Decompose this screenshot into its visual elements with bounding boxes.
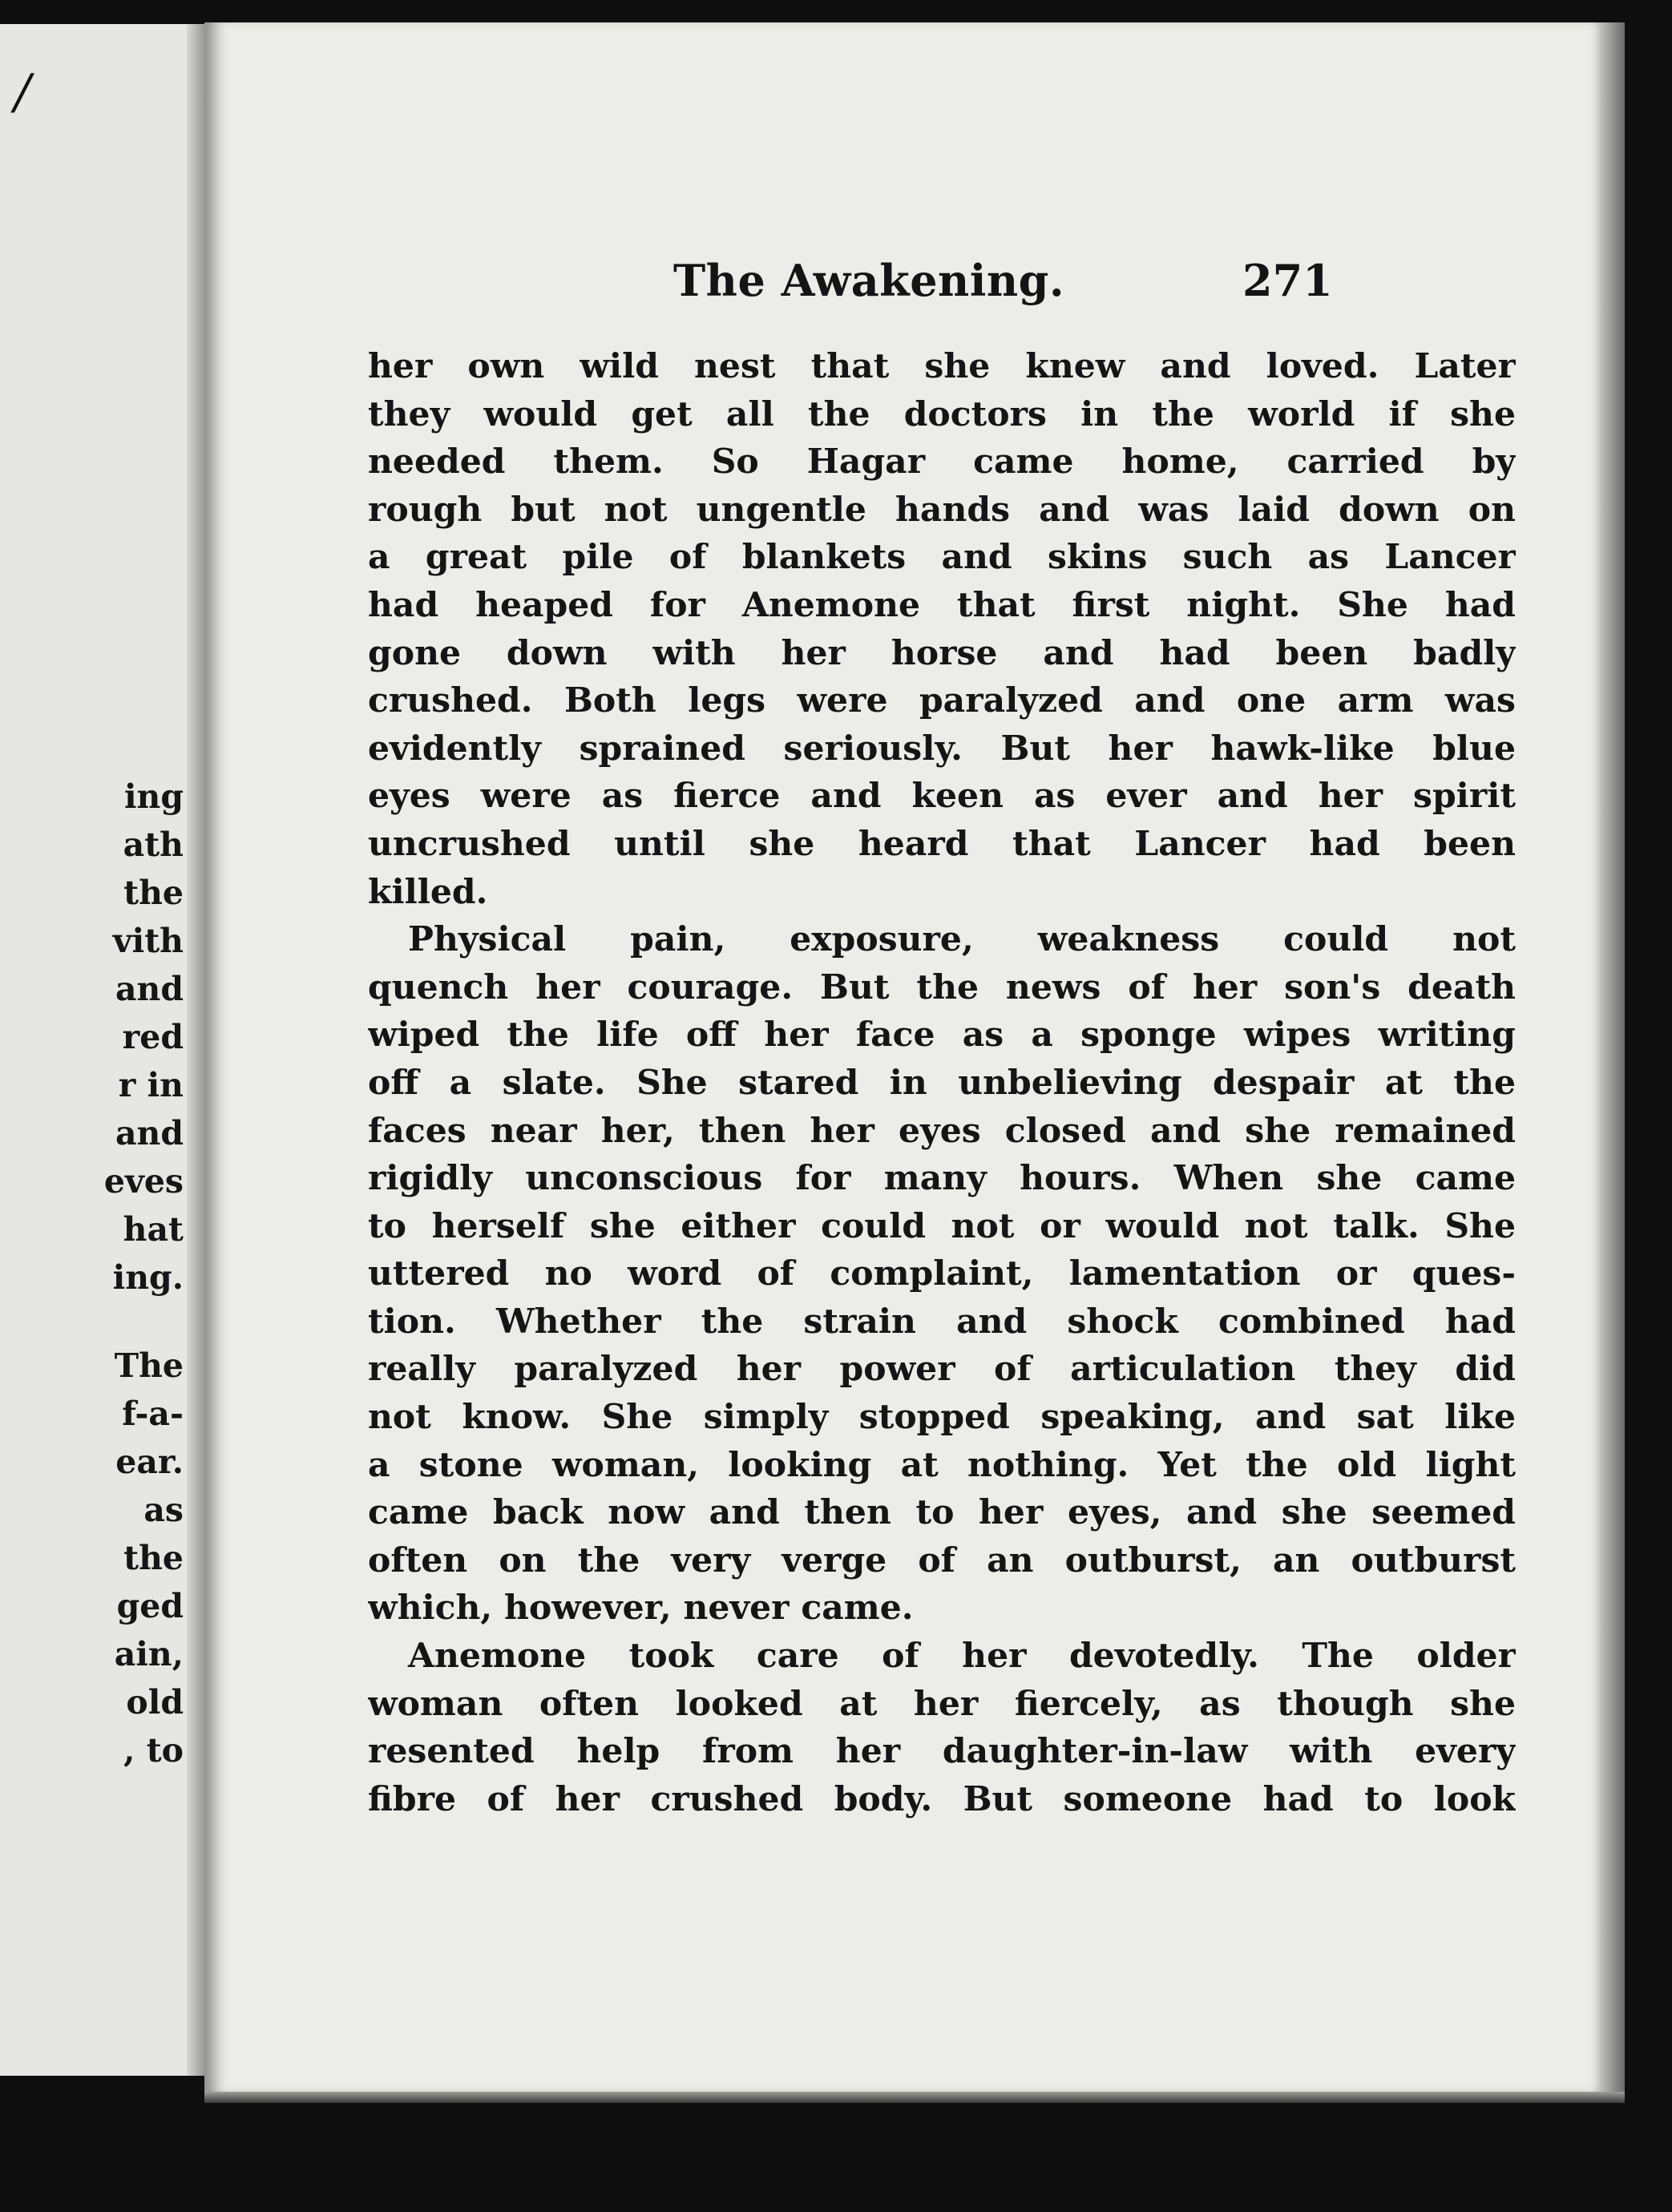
text-line: rough but not ungentle hands and was laid down on — [368, 489, 1516, 530]
text-line: needed them. So Hagar came home, carried by — [368, 442, 1516, 482]
text-line: uncrushed until she heard that Lancer had been — [368, 823, 1516, 864]
previous-page-text-fragments — [0, 773, 184, 1774]
text-line: her own wild nest that she knew and loved. Later — [368, 346, 1516, 386]
text-line: crushed. Both legs were paralyzed and one arm was — [368, 680, 1516, 721]
text-fragment: and — [115, 970, 184, 1008]
text-line: tion. Whether the strain and shock combined had — [368, 1301, 1516, 1342]
text-line: uttered no word of complaint, lamentation or ques- — [368, 1253, 1516, 1294]
text-line: rigidly unconscious for many hours. When she came — [368, 1158, 1516, 1199]
pencil-mark: / — [14, 64, 31, 120]
text-line: to herself she either could not or would not talk. She — [368, 1205, 1516, 1246]
text-line: wiped the life off her face as a sponge wipes writing — [368, 1015, 1516, 1056]
text-fragment: ath — [123, 825, 184, 864]
text-line: woman often looked at her fiercely, as though she — [368, 1683, 1516, 1724]
text-line: which, however, never came. — [368, 1588, 914, 1629]
text-line: resented help from her daughter-in-law with every — [368, 1731, 1516, 1772]
text-fragment: , to — [123, 1731, 184, 1770]
text-fragment: ing. — [112, 1258, 184, 1297]
body-text — [368, 343, 1516, 1823]
text-fragment: as — [143, 1491, 184, 1529]
text-fragment: the — [123, 1539, 184, 1577]
text-fragment: hat — [123, 1210, 184, 1249]
text-line: really paralyzed her power of articulation they did — [368, 1349, 1516, 1390]
text-line: quench her courage. But the news of her son's death — [368, 967, 1516, 1007]
text-line: fibre of her crushed body. But someone had to look — [368, 1778, 1516, 1819]
text-fragment: The — [114, 1346, 184, 1385]
text-line: faces near her, then her eyes closed and she remained — [368, 1110, 1516, 1151]
text-fragment: r in — [118, 1066, 184, 1104]
text-line: a stone woman, looking at nothing. Yet the old light — [368, 1444, 1516, 1485]
book-page — [204, 22, 1601, 2092]
text-line: killed. — [368, 871, 488, 912]
text-fragment: ged — [116, 1587, 184, 1625]
text-line: evidently sprained seriously. But her hawk-like blue — [368, 728, 1516, 769]
text-fragment: red — [122, 1018, 184, 1056]
chapter-title: The Awakening. — [673, 255, 1065, 306]
text-line: they would get all the doctors in the world if she — [368, 394, 1516, 434]
text-line: off a slate. She stared in unbelieving despair at the — [368, 1062, 1516, 1103]
text-fragment: eves — [103, 1162, 184, 1201]
page-number: 271 — [1242, 255, 1333, 306]
page-bottom-edge-shadow — [204, 2092, 1625, 2103]
text-line: eyes were as fierce and keen as ever and her spirit — [368, 776, 1516, 817]
running-header — [204, 255, 1521, 319]
text-line: Anemone took care of her devotedly. The older — [408, 1636, 1516, 1677]
book-gutter-shadow — [187, 24, 204, 2076]
text-line: had heaped for Anemone that first night. She had — [368, 584, 1516, 625]
text-fragment: and — [115, 1114, 184, 1152]
previous-page — [0, 24, 204, 2076]
text-line: often on the very verge of an outburst, an outburst — [368, 1540, 1516, 1580]
text-line: came back now and then to her eyes, and she seemed — [368, 1492, 1516, 1533]
text-fragment: ain, — [114, 1635, 184, 1673]
text-fragment: ear. — [115, 1443, 184, 1481]
text-fragment: old — [126, 1683, 184, 1722]
text-line: not know. She simply stopped speaking, and sat like — [368, 1397, 1516, 1438]
page-right-edge-shadow — [1601, 22, 1625, 2098]
text-fragment: ing — [123, 777, 184, 816]
text-line: Physical pain, exposure, weakness could not — [408, 919, 1516, 960]
text-fragment: vith — [112, 922, 184, 960]
text-line: gone down with her horse and had been badly — [368, 632, 1516, 673]
text-line: a great pile of blankets and skins such as Lancer — [368, 537, 1516, 578]
text-fragment: f-a- — [122, 1395, 184, 1433]
text-fragment: the — [123, 874, 184, 912]
text-fragment-gap — [0, 1302, 184, 1342]
